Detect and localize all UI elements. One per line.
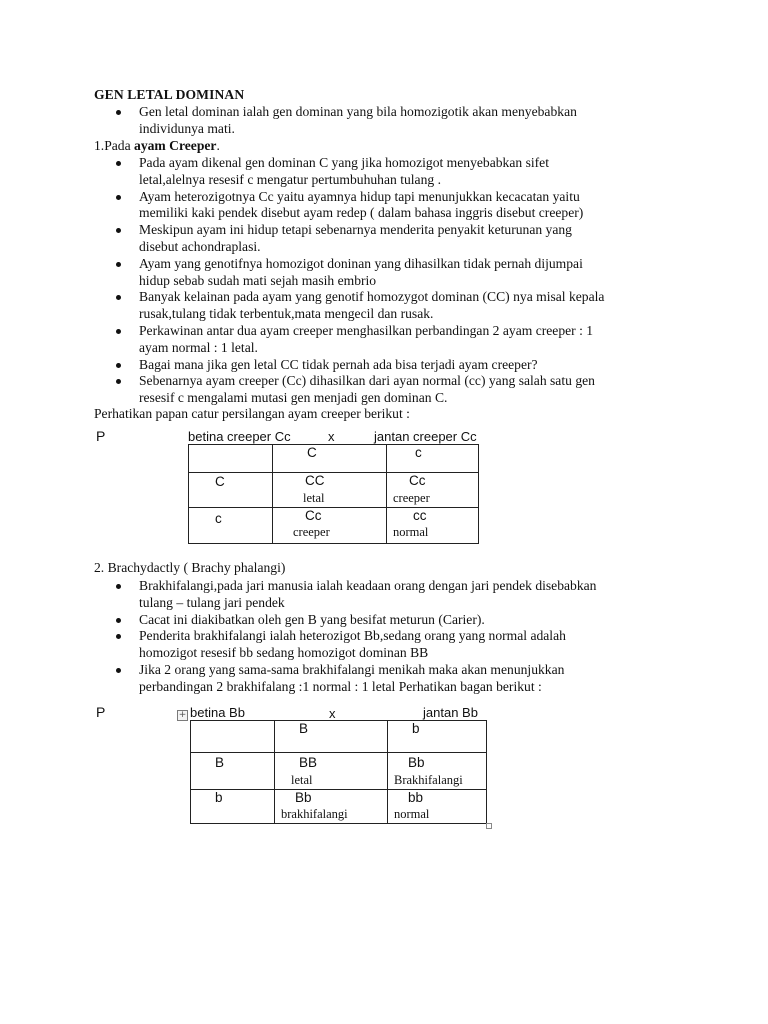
genotype: Cc: [305, 507, 322, 523]
allele-label: C: [215, 474, 225, 489]
table-cell: [275, 789, 388, 824]
bullet-line: Brakhifalangi,pada jari manusia ialah keadaan orang dengan jari pendek disebabkan: [139, 578, 597, 593]
genotype: Bb: [408, 755, 425, 770]
row-header: [191, 789, 275, 824]
punnett-square-creeper: [188, 444, 479, 544]
list-item: [0, 628, 699, 662]
phenotype: creeper: [393, 490, 430, 505]
table-resize-handle-icon[interactable]: [486, 823, 492, 829]
list-item: [0, 578, 699, 612]
bullet-line: Perkawinan antar dua ayam creeper menghasilkan perbandingan 2 ayam creeper : 1: [139, 322, 594, 338]
column-header: [387, 445, 479, 473]
section-1-suffix: .: [216, 138, 220, 153]
corner-cell: [189, 445, 273, 473]
bullet-line: disebut achondraplasi.: [139, 238, 261, 254]
bullet-line: Jika 2 orang yang sama-sama brakhifalangi menikah maka akan menunjukkan: [139, 661, 565, 677]
table-cell: [273, 473, 387, 508]
allele-label: c: [215, 510, 222, 526]
table-cell: [387, 507, 479, 543]
allele-label: b: [412, 721, 420, 736]
list-item: [0, 189, 699, 223]
female-parent: betina Bb: [190, 705, 245, 720]
phenotype: letal: [291, 772, 313, 787]
bullet-line: memiliki kaki pendek disebut ayam redep ( dalam bahasa inggris disebut creeper): [139, 205, 584, 221]
bullet-dot-icon: [116, 228, 121, 233]
genotype: cc: [413, 507, 427, 523]
table-row: [191, 789, 487, 824]
bullet-line: perbandingan 2 brakhifalang :1 normal : 1 letal Perhatikan bagan berikut :: [139, 678, 542, 694]
list-item: [0, 373, 699, 407]
row-header: [189, 507, 273, 543]
bullet-line: hidup sebab sudah mati sejah masih embrio: [139, 272, 377, 288]
table-move-handle-icon[interactable]: +: [178, 710, 187, 720]
bullet-dot-icon: [116, 262, 121, 267]
table-row: [189, 507, 479, 543]
parent-label: P: [96, 704, 106, 720]
chart-intro: Perhatikan papan catur persilangan ayam creeper berikut :: [94, 406, 410, 421]
bullet-dot-icon: [116, 584, 121, 589]
intro-bullet-list: [0, 104, 768, 138]
bullet-line: letal,alelnya resesif c mengatur pertumbuhuhan tulang .: [139, 171, 441, 187]
bullet-line: ayam normal : 1 letal.: [139, 339, 258, 355]
column-header: [275, 721, 388, 753]
list-item: [0, 357, 699, 374]
bullet-line: Cacat ini diakibatkan oleh gen B yang besifat meturun (Carier).: [139, 611, 485, 627]
allele-label: B: [215, 755, 225, 770]
genotype: bb: [408, 789, 424, 805]
bullet-dot-icon: [116, 195, 121, 200]
bullet-line: Gen letal dominan ialah gen dominan yang bila homozigotik akan menyebabkan: [139, 104, 577, 119]
phenotype: normal: [394, 807, 430, 822]
section-2-bullet-list: [0, 578, 768, 696]
table-cell: [388, 753, 487, 790]
bullet-line: Pada ayam dikenal gen dominan C yang jika homozigot menyebabkan sifet: [139, 155, 549, 170]
bullet-line: homozigot resesif bb sedang homozigot dominan BB: [139, 645, 429, 661]
male-parent: jantan creeper Cc: [374, 429, 477, 444]
bullet-dot-icon: [116, 618, 121, 623]
bullet-dot-icon: [116, 634, 121, 639]
section-1-bullet-list: [0, 155, 768, 407]
row-header: [189, 473, 273, 508]
male-parent: jantan Bb: [423, 705, 478, 720]
female-parent: betina creeper Cc: [188, 429, 291, 444]
section-2-heading: 2. Brachydactly ( Brachy phalangi): [94, 560, 286, 575]
list-item: [0, 222, 699, 256]
column-header: [388, 721, 487, 753]
bullet-dot-icon: [116, 110, 121, 115]
bullet-line: Banyak kelainan pada ayam yang genotif homozygot dominan (CC) nya misal kepala: [139, 289, 605, 305]
section-1-heading: [94, 138, 220, 155]
row-header: [191, 753, 275, 790]
bullet-dot-icon: [116, 161, 121, 166]
list-item: [0, 256, 699, 290]
bullet-line: rusak,tulang tidak terbentuk,mata mengecil dan rusak.: [139, 306, 434, 322]
genotype: Cc: [409, 473, 426, 488]
phenotype: letal: [303, 490, 325, 505]
table-row: [191, 721, 487, 753]
phenotype: Brakhifalangi: [394, 772, 463, 787]
bullet-dot-icon: [116, 363, 121, 368]
allele-label: c: [415, 445, 422, 460]
list-item: [0, 104, 699, 138]
bullet-line: Ayam yang genotifnya homozigot doninan yang dihasilkan tidak pernah dijumpai: [139, 255, 583, 271]
column-header: [273, 445, 387, 473]
bullet-line: resesif c mengalami mutasi gen menjadi gen dominan C.: [139, 390, 448, 406]
list-item: [0, 289, 699, 323]
table-row: [191, 753, 487, 790]
table-row: [189, 445, 479, 473]
list-item: [0, 662, 699, 696]
list-item: [0, 612, 699, 629]
bullet-line: Sebenarnya ayam creeper (Cc) dihasilkan dari ayan normal (cc) yang salah satu gen: [139, 373, 595, 389]
bullet-line: Penderita brakhifalangi ialah heterozigot Bb,sedang orang yang normal adalah: [139, 628, 566, 644]
list-item: [0, 323, 699, 357]
phenotype: brakhifalangi: [281, 807, 348, 822]
allele-label: B: [299, 721, 309, 736]
punnett-square-brachydactyly: [190, 720, 487, 824]
genotype: Bb: [295, 789, 312, 805]
phenotype: normal: [393, 525, 429, 540]
bullet-line: Ayam heterozigotnya Cc yaitu ayamnya hidup tapi menunjukkan kecacatan yaitu: [139, 188, 580, 204]
bullet-line: Bagai mana jika gen letal CC tidak pernah ada bisa terjadi ayam creeper?: [139, 356, 538, 372]
list-item: [0, 155, 699, 189]
table-cell: [388, 789, 487, 824]
table-row: [189, 473, 479, 508]
page-title: GEN LETAL DOMINAN: [94, 87, 245, 102]
table-cell: [387, 473, 479, 508]
allele-label: C: [307, 445, 317, 460]
bullet-dot-icon: [116, 668, 121, 673]
bullet-dot-icon: [116, 379, 121, 384]
parent-label: P: [96, 428, 106, 444]
genotype: BB: [299, 755, 318, 770]
allele-label: b: [215, 789, 223, 805]
bullet-dot-icon: [116, 295, 121, 300]
section-1-prefix: 1.Pada: [94, 138, 135, 153]
table-cell: [273, 507, 387, 543]
bullet-dot-icon: [116, 329, 121, 334]
table-cell: [275, 753, 388, 790]
bullet-line: tulang – tulang jari pendek: [139, 594, 285, 610]
bullet-line: Meskipun ayam ini hidup tetapi sebenarnya menderita penyakit keturunan yang: [139, 222, 572, 238]
genotype: CC: [305, 473, 325, 488]
bullet-line: individunya mati.: [139, 120, 235, 136]
corner-cell: [191, 721, 275, 753]
phenotype: creeper: [293, 525, 330, 540]
cross-symbol: x: [329, 706, 336, 721]
cross-symbol: x: [328, 429, 335, 444]
section-1-title: ayam Creeper: [134, 138, 217, 153]
